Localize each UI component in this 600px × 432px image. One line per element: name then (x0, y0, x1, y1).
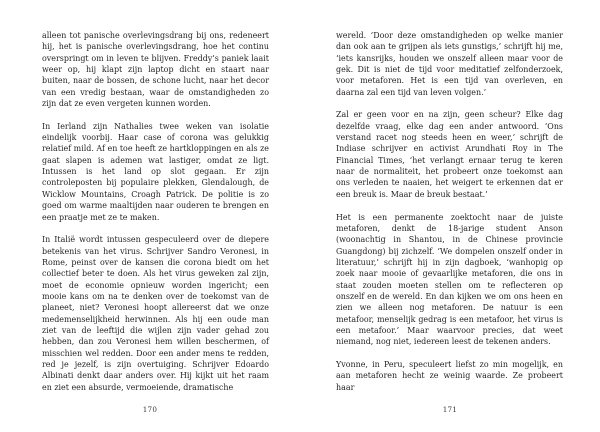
paragraph: In Italië wordt intussen gespeculeerd over de diepere betekenis van het virus. Schrijver Sandro Veronesi, in Rome, peinst over de kansen die corona biedt om het collectief beter te doen. Als het virus geweken zal zijn, moet de economie opnieuw worden ingericht; een mooie kans om na te denken over de toekomst van de planeet, niet? Veronesi hoopt allereerst dat we onze medemenselijkheid herwinnen. Als hij een oude man ziet van de leeftijd die wijlen zijn vader gehad zou hebben, dan zou Veronesi hem willen beschermen, of misschien wel redden. Door een ander mens te redden, red je jezelf, is zijn overtuiging. Schrijver Edoardo Albinati denkt daar anders over. Hij kijkt uit het raam en ziet een absurde, vermoeiende, dramatische (42, 235, 269, 392)
right-text-column (336, 30, 563, 393)
paragraph: In Ierland zijn Nathalies twee weken van isolatie eindelijk voorbij. Haar case of corona was gelukkig relatief mild. Af en toe heeft ze hartkloppingen en als ze gaat slapen is ademen wat lastiger, omdat ze ligt. Intussen is het land op slot gegaan. Er zijn controleposten bij populaire plekken, Glendalough, de Wicklow Mountains, Croagh Patrick. De politie is zo goed om warme maaltijden naar ouderen te brengen en een praatje met ze te maken. (42, 121, 269, 222)
paragraph: Zal er geen voor en na zijn, geen scheur? Elke dag dezelfde vraag, elke dag een ander antwoord. ‘Ons verstand racet nog steeds heen en weer,’ schrijft de Indiase schrijver en activist Arundhati Roy in The Financial Times, ‘het verlangt ernaar terug te keren naar de normaliteit, het probeert onze toekomst aan ons verleden te naaien, het weigert te erkennen dat er een breuk is. Maar de breuk bestaat.’ (336, 110, 563, 199)
paragraph: alleen tot panische overlevingsdrang bij ons, redeneert hij, het is panische overlevingsdrang, hoe het continu overspringt om in leven te blijven. Freddy’s paniek laait weer op, hij klapt zijn laptop dicht en staart naar buiten, naar de bossen, de schone lucht, naar het decor van een vredig bestaan, waar de omstandigheden zo zijn dat ze even vergeten kunnen worden. (42, 31, 269, 109)
page-number: 171 (442, 405, 458, 414)
paragraph: Yvonne, in Peru, speculeert liefst zo min mogelijk, en aan metaforen hecht ze weinig waarde. Ze probeert haar (336, 359, 563, 392)
left-text-column (42, 30, 269, 393)
page-number: 170 (142, 405, 158, 414)
paragraph: wereld. ‘Door deze omstandigheden op welke manier dan ook aan te grijpen als iets gunstigs,’ schrijft hij me, ‘iets kansrijks, houden we onszelf alleen maar voor de gek. Dit is niet de tijd voor meditatief zelfonderzoek, voor metaforen. Het is een tijd van overleven, en daarna zal een tijd van leven volgen.’ (336, 31, 563, 97)
paragraph: Het is een permanente zoektocht naar de juiste metaforen, denkt de 18-jarige student Anson (woonachtig in Shantou, in de Chinese provincie Guangdong) bij zichzelf. ‘We dompelen onszelf onder in literatuur,’ schrijft hij in zijn dagboek, ‘wanhopig op zoek naar mooie of gevaarlijke metaforen, die ons in staat zouden moeten stellen om te reflecteren op onszelf en de wereld. En dan kijken we om ons heen en zien we alleen nog metaforen. De natuur is een metafoor, menselijk gedrag is een metafoor, het virus is een metafoor.’ Maar waarvoor precies, dat weet niemand, nog niet, iedereen leest de tekenen anders. (336, 212, 563, 347)
right-page (300, 0, 600, 432)
